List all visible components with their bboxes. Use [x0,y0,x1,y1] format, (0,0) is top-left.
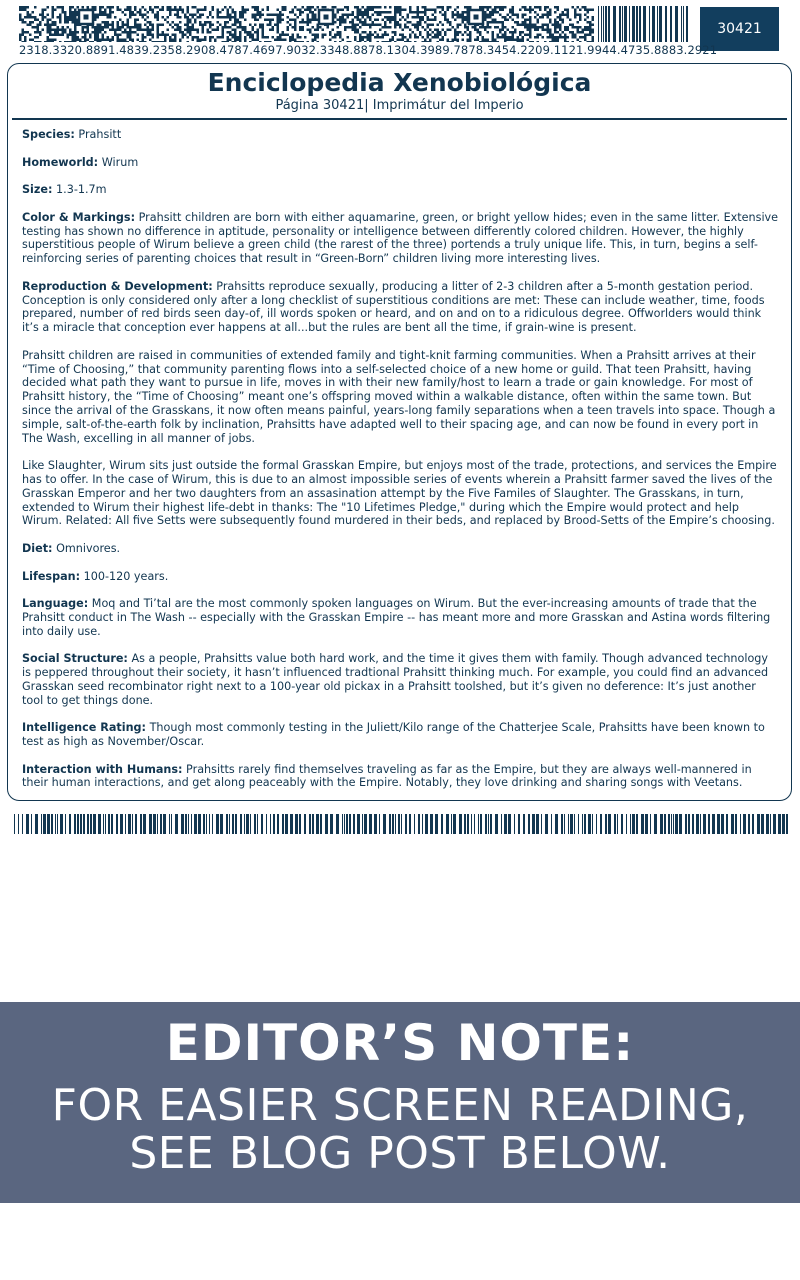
species-value: Prahsitt [74,128,122,141]
entry-subtitle: Página 30421| Imprimátur del Imperio [275,98,524,113]
color-markings-label: Color & Markings: [22,210,136,224]
language-value: Moq and Ti’tal are the most commonly spoken languages on Wirum. But the ever-increasing amounts of trade that the Prahsitt conduct in The Wash -- especially with the Grasskan Empire -- has meant more and more Grasskan and Astina words filtering into daily use. [22,597,771,638]
title-divider [12,118,787,120]
size-field [22,183,779,197]
color-markings-value: Prahsitt children are born with either aquamarine, green, or bright yellow hides; even in the same litter. Extensive testing has shown no difference in aptitude, personality or intelligence between differently colored children. However, the highly superstitious people of Wirum believe a green child (the rarest of the three) portends a truly unique life. This, in turn, begins a self-reinforcing series of parenting choices that result in “Green-Born” children living more interesting lives. [22,210,779,266]
editors-note-line-1: FOR EASIER SCREEN READING, [51,1080,749,1131]
entry-content [22,128,779,804]
lifespan-value: 100-120 years. [80,569,169,583]
slaughter-paragraph: Like Slaughter, Wirum sits just outside the formal Grasskan Empire, but enjoys most of the trade, protections, and services the Empire has to offer. In the case of Wirum, this is due to an almost impossible series of events wherein a Prahsitt farmer saved the lives of the Grasskan Emperor and her two daughters from an assasination attempt by the Five Familes of Slaughter. The Grasskans, in turn, extended to Wirum their highest life-debt in thanks: The "10 Lifetimes Pledge," during which the Empire would protect and help Wirum. Related: All five Setts were subsequently found murdered in their beds, and replaced by Brood-Setts of the Empire’s choosing. [22,459,777,528]
diet-value: Omnivores. [52,541,121,555]
intelligence-field [22,721,779,749]
homeworld-value: Wirum [98,155,139,169]
diet-label: Diet: [22,541,53,555]
interaction-field [22,763,779,791]
editors-note-line-2: SEE BLOG POST BELOW. [129,1128,671,1179]
species-field [22,128,779,142]
editors-note-banner [0,1002,800,1203]
page-number-badge: 30421 [700,7,779,51]
language-field [22,597,779,638]
size-label: Size: [22,183,53,197]
header-barcode [598,6,690,42]
intelligence-value: Though most commonly testing in the Juliett/Kilo range of the Chatterjee Scale, Prahsitts have been known to test as high as November/Oscar. [22,721,765,749]
interaction-value: Prahsitts rarely find themselves traveling as far as the Empire, but they are always well-mannered in their human interactions, and get along peaceably with the Empire. Notably, they love drinking and sharing songs with Veetans. [22,762,752,790]
editors-note-title: EDITOR’S NOTE: [165,1014,635,1072]
intelligence-label: Intelligence Rating: [22,721,147,735]
social-structure-label: Social Structure: [22,652,128,666]
children-paragraph: Prahsitt children are raised in communities of extended family and tight-knit farming communities. When a Prahsitt arrives at their “Time of Choosing,” that community parenting flows into a self-selected choice of a new home or guild. That teen Prahsitt, having decided what path they want to pursue in life, moves in with their new family/host to learn a trade or gain knowledge. For most of Prahsitt history, the “Time of Choosing” meant one’s offspring moved within a walkable distance, often within the same town. But since the arrival of the Grasskans, it now often means painful, years-long family separations when a teen travels into space. Though a simple, salt-of-the-earth folk by inclination, Prahsitts have adapted well to their spacing age, and can now be found in every port in The Wash, excelling in all manner of jobs. [22,348,776,445]
footer-barcode [14,814,788,834]
homeworld-field [22,156,779,170]
social-structure-value: As a people, Prahsitts value both hard work, and the time it gives them with family. Though advanced technology is peppered throughout their society, it hasn’t influenced tradtional Prahsitt thinking much. For example, you could find an advanced Grasskan seed recombinator right next to a 100-year old pickax in a Prahsitt toolshed, but it’s given no deference: It’s just another tool to get things done. [22,652,769,707]
header-data-code [19,6,594,42]
reproduction-value: Prahsitts reproduce sexually, producing a litter of 2-3 children after a 5-month gestation period. Conception is only considered only after a long checklist of superstitious conditions are met: These can include weather, time, foods prepared, number of red birds seen day-of, ill words spoken or heard, and on and on to a ridiculous degree. Offworlders would think it’s a miracle that conception ever happens at all...but the rules are bent all the time, if grain-wine is present. [22,279,765,335]
size-value: 1.3-1.7m [52,183,107,197]
encyclopedia-entry-card [7,63,792,801]
editors-note-body [0,1082,800,1178]
species-label: Species: [22,128,75,141]
homeworld-label: Homeworld: [22,155,99,169]
interaction-label: Interaction with Humans: [22,762,183,776]
diet-field [22,542,779,556]
lifespan-field [22,570,779,584]
social-structure-field [22,652,779,707]
entry-title: Enciclopedia Xenobiológica [207,68,592,97]
reproduction-field [22,280,779,335]
reproduction-label: Reproduction & Development: [22,279,213,293]
lifespan-label: Lifespan: [22,569,81,583]
color-markings-field [22,211,779,266]
language-label: Language: [22,597,89,611]
serial-number: 2318.3320.8891.4839.2358.2908.4787.4697.9032.3348.8878.1304.3989.7878.3454.2209.1121.9944.4735.8883.2921 [19,43,718,57]
